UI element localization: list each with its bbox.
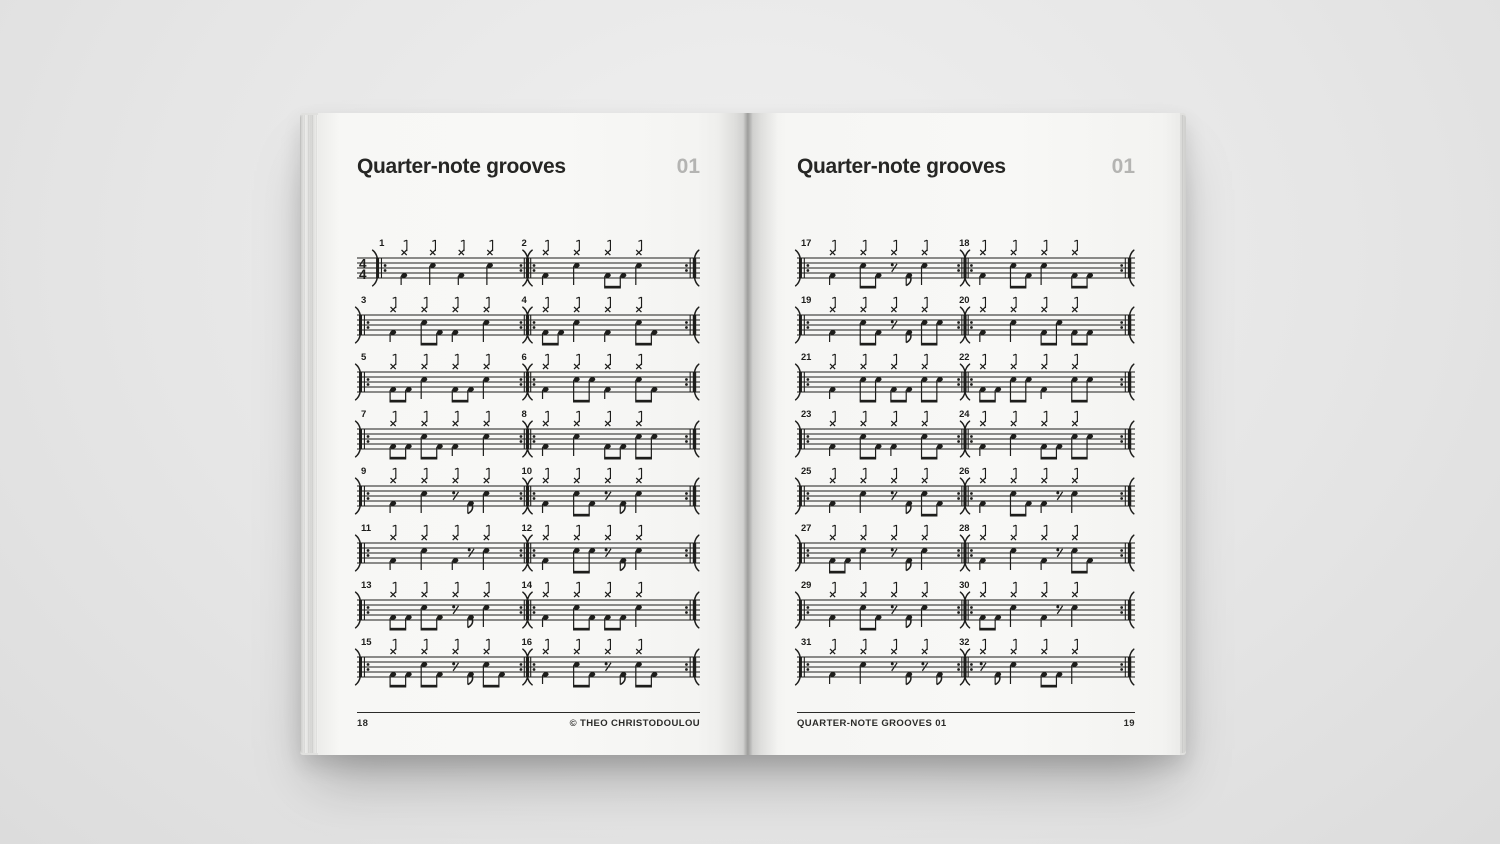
staff-svg	[357, 579, 700, 636]
notation-row	[357, 465, 700, 522]
svg-text:8: 8	[521, 409, 527, 420]
notation-row	[797, 294, 1135, 351]
svg-text:27: 27	[800, 522, 812, 535]
notation-row	[797, 408, 1135, 465]
notation-row	[357, 408, 700, 465]
svg-text:31: 31	[800, 636, 812, 649]
staff-svg	[797, 522, 1135, 579]
notation-row	[357, 351, 700, 408]
svg-text:23: 23	[800, 408, 812, 421]
svg-text:30: 30	[959, 579, 970, 592]
svg-text:4: 4	[521, 295, 527, 306]
page-title: Quarter-note grooves	[357, 155, 566, 178]
staff-svg	[357, 522, 700, 579]
svg-text:28: 28	[959, 522, 970, 535]
page-number: 18	[357, 718, 369, 729]
svg-text:20: 20	[959, 294, 970, 307]
svg-text:11: 11	[361, 523, 372, 534]
notation-row	[357, 636, 700, 693]
staff-svg	[357, 408, 700, 465]
svg-text:4: 4	[359, 267, 367, 282]
svg-text:6: 6	[521, 352, 527, 363]
notation-row	[797, 237, 1135, 294]
staff-svg	[357, 294, 700, 351]
svg-text:19: 19	[800, 294, 812, 307]
svg-text:17: 17	[800, 237, 812, 250]
staff-svg	[357, 465, 700, 522]
right-page-footer	[797, 712, 1135, 729]
svg-text:16: 16	[521, 637, 533, 648]
page-stack-lines	[300, 115, 318, 753]
svg-text:29: 29	[800, 579, 812, 592]
notation-row	[797, 522, 1135, 579]
chapter-number: 01	[1111, 155, 1135, 178]
svg-text:10: 10	[521, 466, 533, 477]
svg-text:14: 14	[521, 580, 533, 591]
svg-text:4: 4	[359, 256, 367, 272]
page-stack-edge-left	[300, 115, 318, 753]
staff-svg	[797, 294, 1135, 351]
book-spread	[300, 113, 1186, 755]
notation-row	[797, 636, 1135, 693]
page-number: 19	[1123, 718, 1135, 729]
staff-svg	[357, 636, 700, 693]
copyright-text: © THEO CHRISTODOULOU	[569, 718, 700, 729]
svg-text:21: 21	[800, 351, 812, 364]
staff-svg	[797, 237, 1135, 294]
svg-text:22: 22	[959, 351, 970, 364]
right-page	[748, 113, 1180, 755]
notation-row	[357, 237, 700, 294]
staff-svg	[797, 636, 1135, 693]
svg-text:18: 18	[959, 237, 970, 250]
svg-text:3: 3	[361, 295, 367, 306]
left-page	[318, 113, 748, 755]
notation-row	[357, 579, 700, 636]
staff-svg	[797, 351, 1135, 408]
right-page-content	[797, 113, 1135, 755]
svg-text:24: 24	[959, 408, 970, 421]
svg-text:13: 13	[361, 580, 372, 591]
svg-text:12: 12	[521, 523, 533, 534]
notation-row	[797, 351, 1135, 408]
chapter-number: 01	[676, 155, 700, 178]
svg-text:32: 32	[959, 636, 970, 649]
left-page-header	[357, 155, 700, 179]
notation-rows-left	[357, 237, 700, 693]
staff-svg	[357, 351, 700, 408]
svg-text:9: 9	[361, 466, 367, 477]
left-page-footer	[357, 712, 700, 729]
svg-text:1: 1	[379, 238, 385, 249]
notation-row	[797, 579, 1135, 636]
notation-rows-right	[797, 237, 1135, 693]
staff-svg	[357, 237, 700, 294]
svg-text:26: 26	[959, 465, 970, 478]
staff-svg	[797, 465, 1135, 522]
staff-svg	[797, 579, 1135, 636]
notation-row	[357, 522, 700, 579]
page-title: Quarter-note grooves	[797, 155, 1006, 178]
svg-text:7: 7	[361, 409, 367, 420]
staff-svg	[797, 408, 1135, 465]
notation-row	[797, 465, 1135, 522]
svg-text:15: 15	[361, 637, 372, 648]
right-page-header	[797, 155, 1135, 179]
notation-row	[357, 294, 700, 351]
left-page-content	[357, 113, 700, 755]
svg-text:5: 5	[361, 352, 367, 363]
section-footer-text: QUARTER-NOTE GROOVES 01	[797, 718, 947, 729]
svg-text:2: 2	[521, 238, 527, 249]
svg-text:25: 25	[800, 465, 812, 478]
